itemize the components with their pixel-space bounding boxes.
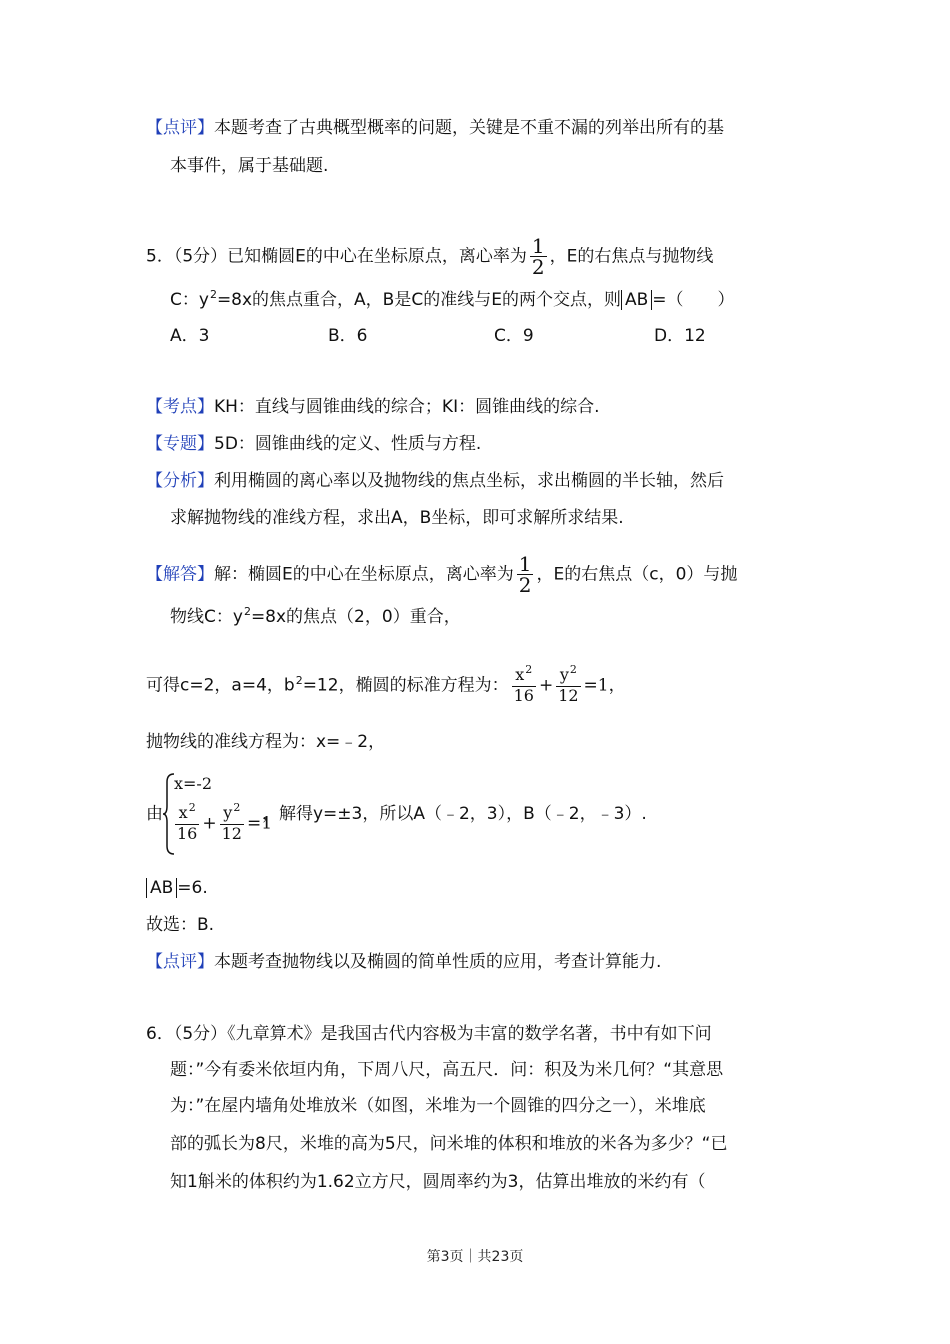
frac-numerator: 1: [518, 552, 532, 576]
denominator-16: 16: [177, 824, 198, 843]
eq-tail: =1: [246, 813, 273, 834]
superscript: 2: [295, 673, 303, 687]
ellipse-frac-x: [512, 663, 536, 705]
kaodian-text: KH：直线与圆锥曲线的综合；KI：圆锥曲线的综合.: [214, 397, 600, 417]
frac-denominator: 2: [531, 255, 545, 279]
abs-ab: AB: [621, 290, 652, 310]
prev-comment-line1: [146, 116, 724, 140]
jieda-tag: 【解答】: [146, 564, 214, 585]
q5-stem-line1: [146, 236, 713, 277]
jieda-text: =6.: [177, 878, 208, 898]
jieda-text: 解：椭圆E的中心在坐标原点，离心率为: [214, 564, 514, 585]
q5-option-a: A．3: [170, 326, 210, 346]
q5-stem-text: =8x的焦点重合，A，B是C的准线与E的两个交点，则: [216, 290, 621, 310]
superscript: 2: [188, 801, 196, 814]
dianping-tag: 【点评】: [146, 952, 214, 972]
zhuanti-text: 5D：圆锥曲线的定义、性质与方程.: [214, 434, 482, 454]
fenxi-line2: 求解抛物线的准线方程，求出A，B坐标，即可求解所求结果.: [170, 508, 624, 528]
jieda-line7: 故选：B.: [146, 915, 215, 935]
jieda-line2: [170, 605, 461, 631]
jieda-text: 可得c=2，a=4，b: [146, 675, 295, 696]
q5-stem-text: 5．（5分）已知椭圆E的中心在坐标原点，离心率为: [146, 246, 527, 267]
plus-sign: +: [202, 813, 217, 834]
jieda-line1: [146, 554, 737, 595]
superscript: 2: [209, 288, 217, 301]
plus-sign: +: [538, 675, 554, 696]
page-footer: 第3页｜共23页: [426, 1249, 524, 1265]
fenxi-tag: 【分析】: [146, 471, 214, 491]
kaodian: [146, 395, 600, 419]
q5-option-c: C．9: [494, 326, 534, 346]
zhuanti: [146, 432, 481, 456]
var-y: y: [223, 803, 233, 822]
var-x: x: [515, 665, 525, 684]
system-line2: [172, 801, 273, 843]
q6-line5: 知1斛米的体积约为1.62立方尺，圆周率约为3，估算出堆放的米约有（: [170, 1172, 706, 1192]
dianping-text: 本题考查抛物线以及椭圆的简单性质的应用，考查计算能力.: [214, 952, 662, 972]
q5-stem-line2: [170, 288, 735, 314]
q6-line2: 题：”今有委米依垣内角，下周八尺，高五尺．问：积及为米几何？“其意思: [170, 1060, 724, 1080]
frac-denominator: 2: [518, 573, 532, 597]
superscript: 2: [243, 605, 251, 618]
q5-option-b: B．6: [328, 326, 368, 346]
var-x: x: [178, 803, 188, 822]
fenxi-line1: [146, 469, 724, 493]
jieda-text-2: ，E的右焦点（c，0）与抛: [536, 564, 738, 585]
ellipse-frac-y: [556, 663, 580, 705]
superscript: 2: [525, 663, 533, 676]
kaodian-tag: 【考点】: [146, 397, 214, 417]
q6-line1: 6．（5分）《九章算术》是我国古代内容极为丰富的数学名著，书中有如下问: [146, 1024, 712, 1044]
system-frac-y: [220, 801, 244, 843]
jieda-fraction: [517, 554, 534, 595]
jieda-text: 物线C：y: [170, 607, 243, 627]
q5-stem-text: C：y: [170, 290, 209, 310]
jieda-text: =8x的焦点（2，0）重合，: [250, 607, 461, 627]
abs-ab: AB: [146, 878, 177, 898]
superscript: 2: [569, 663, 577, 676]
zhuanti-tag: 【专题】: [146, 434, 214, 454]
denominator-16: 16: [513, 686, 534, 705]
prev-comment-line2: 本事件，属于基础题.: [170, 156, 329, 176]
system-line1: x=-2: [174, 774, 213, 793]
jieda-line6: [146, 876, 208, 900]
system-frac-x: [175, 801, 199, 843]
comment-tag: 【点评】: [146, 118, 214, 138]
q6-line4: 部的弧长为8尺，米堆的高为5尺，问米堆的体积和堆放的米各为多少？“已: [170, 1134, 728, 1154]
frac-numerator: 1: [531, 234, 545, 258]
var-y: y: [559, 665, 569, 684]
jieda-line5-pre: 由: [146, 804, 163, 824]
denominator-12: 12: [558, 686, 579, 705]
denominator-12: 12: [221, 824, 242, 843]
q5-stem-text: =（ ）: [652, 290, 735, 310]
q5-option-d: D．12: [654, 326, 706, 346]
jieda-line5-post: ，解得y=±3，所以A（﹣2，3），B（﹣2，﹣3）.: [262, 804, 647, 824]
eq-tail: =1，: [583, 675, 626, 696]
jieda-line4: 抛物线的准线方程为：x=﹣2，: [146, 732, 386, 752]
superscript: 2: [233, 801, 241, 814]
jieda-line3: [146, 663, 626, 705]
q5-stem-text-2: ，E的右焦点与抛物线: [549, 246, 714, 267]
q6-line3: 为：”在屋内墙角处堆放米（如图，米堆为一个圆锥的四分之一），米堆底: [170, 1096, 706, 1116]
fenxi-text: 利用椭圆的离心率以及抛物线的焦点坐标，求出椭圆的半长轴，然后: [214, 471, 724, 491]
dianping: [146, 950, 661, 974]
comment-text: 本题考查了古典概型概率的问题，关键是不重不漏的列举出所有的基: [214, 118, 724, 138]
q5-fraction: [530, 236, 547, 277]
jieda-text: =12，椭圆的标准方程为：: [302, 675, 509, 696]
